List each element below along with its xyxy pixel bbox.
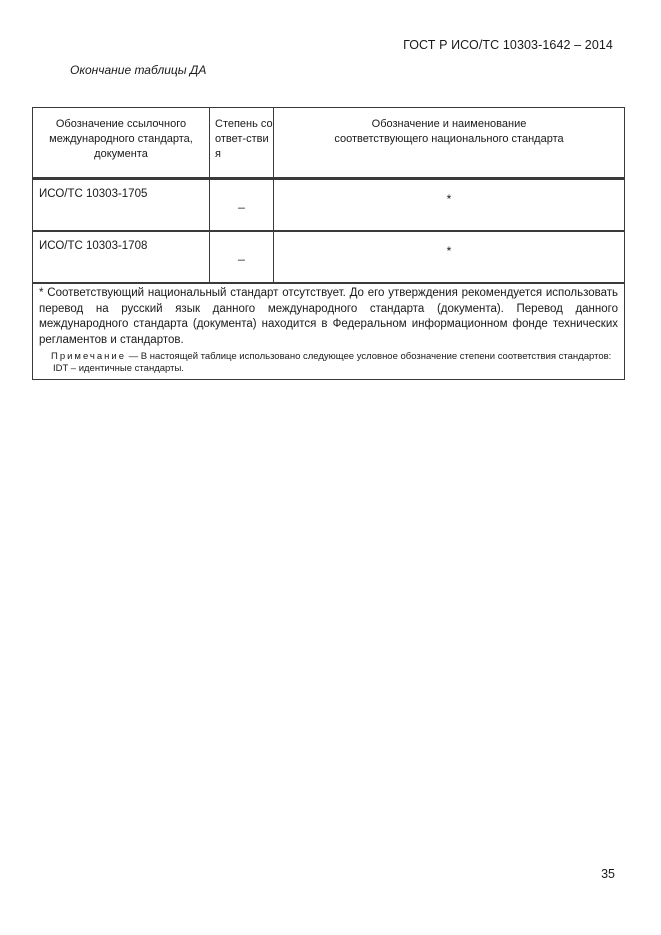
national-value: * — [446, 192, 452, 206]
table-row — [33, 179, 625, 232]
column-header-ref — [33, 108, 210, 179]
page-number: 35 — [601, 867, 615, 881]
table-header-row — [33, 108, 625, 179]
table-footnote-row — [33, 283, 625, 380]
national-cell — [274, 231, 625, 283]
ref-cell: ИСО/ТС 10303-1708 — [33, 231, 210, 283]
column-header-degree-text: Степень соответ-ствия — [215, 118, 273, 160]
degree-cell — [210, 179, 274, 232]
table-row — [33, 231, 625, 283]
table-note — [39, 351, 618, 363]
degree-value: _ — [238, 195, 245, 209]
note-label: Примечание — [51, 351, 126, 362]
table-caption: Окончание таблицы ДА — [70, 63, 207, 77]
column-header-ref-text: Обозначение ссылочного международного стандарта, документа — [49, 118, 193, 160]
document-header: ГОСТ Р ИСО/ТС 10303-1642 – 2014 — [403, 38, 613, 52]
footnote-cell — [33, 283, 625, 380]
column-header-degree — [210, 108, 274, 179]
idt-definition: IDT – идентичные стандарты. — [53, 363, 184, 374]
footnote-text: * Соответствующий национальный стандарт отсутствует. До его утверждения рекомендуется использовать перевод на русский язык данного международного стандарта (документа). Перевод данного международного стандарта (документа) находится в Федеральном информационном фонде технических регламентов и стандартов. — [39, 287, 618, 346]
degree-cell — [210, 231, 274, 283]
column-header-national — [274, 108, 625, 179]
national-cell — [274, 179, 625, 232]
degree-value: _ — [238, 247, 245, 261]
column-header-national-text: Обозначение и наименование соответствующего национального стандарта — [334, 118, 564, 145]
note-body: — В настоящей таблице использовано следующее условное обозначение степени соответствия стандартов: — [126, 351, 612, 362]
national-value: * — [446, 244, 452, 258]
standards-table — [32, 107, 625, 380]
ref-cell: ИСО/ТС 10303-1705 — [33, 179, 210, 232]
